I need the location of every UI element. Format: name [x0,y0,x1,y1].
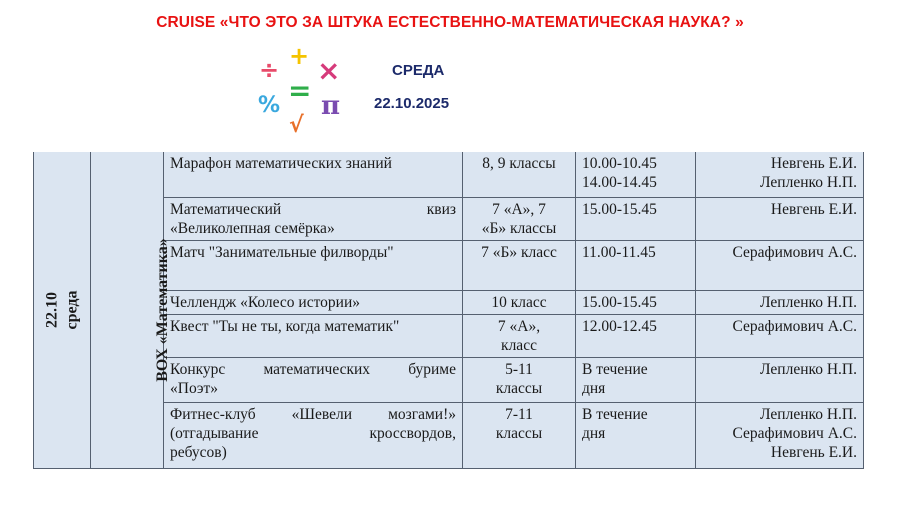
time-cell-line: дня [582,424,606,442]
time-cell [576,197,696,240]
date-cell [34,152,91,468]
classes-cell-line: 7 «А», 7 [492,200,546,218]
equals-symbol: = [288,74,312,107]
teacher-cell [696,240,864,290]
classes-cell-line: классы [495,379,543,397]
classes-cell [463,314,576,357]
event-cell [164,402,463,468]
page-title: CRUISE «ЧТО ЭТО ЗА ШТУКА ЕСТЕСТВЕННО-МАТЕМАТИЧЕСКАЯ НАУКА? » [156,14,744,31]
event-cell [164,197,463,240]
classes-cell [463,402,576,468]
section-label: ВОХ «Математика» [153,238,171,382]
time-cell-line: 10.00-10.45 [582,155,657,172]
classes-cell [463,290,576,314]
teacher-cell-line: Невгень Е.И. [770,155,857,172]
schedule-table [33,152,864,469]
pi-symbol: π [321,91,341,121]
event-cell [164,314,463,357]
teacher-cell-line: Серафимович А.С. [732,424,857,442]
time-cell-line: 15.00-15.45 [582,293,657,311]
classes-cell [463,357,576,402]
classes-cell-line: 7 «Б» класс [481,243,557,261]
time-cell [576,240,696,290]
teacher-cell-line: Лепленко Н.П. [760,293,857,311]
teacher-cell [696,290,864,314]
classes-cell-line: 10 класс [491,293,547,311]
event-cell-line: Фитнес-клуб «Шевели мозгами!» [170,405,456,423]
event-cell-line: (отгадывание кроссвордов, [170,424,456,442]
date-cell-day: среда [62,290,80,330]
event-cell-line: ребусов) [170,443,227,461]
percent-symbol: % [258,93,281,118]
time-cell [576,357,696,402]
teacher-cell [696,402,864,468]
time-cell-line: 14.00-14.45 [582,174,657,191]
classes-cell-line: классы [495,424,543,442]
teacher-cell-line: Невгень Е.И. [770,443,857,461]
event-cell [164,357,463,402]
date-cell-date: 22.10 [42,291,60,328]
teacher-cell [696,357,864,402]
time-cell [576,402,696,468]
classes-cell [463,240,576,290]
teacher-cell [696,152,864,197]
time-cell [576,152,696,197]
divide-symbol: ÷ [259,56,280,84]
table-row [34,152,864,197]
plus-symbol: + [289,46,310,70]
teacher-cell-line: Невгень Е.И. [770,200,857,218]
teacher-cell [696,197,864,240]
day-label: СРЕДА [392,62,445,79]
time-cell-line: В течение [582,360,648,378]
section-cell [91,152,171,468]
classes-cell-line: 5-11 [505,360,533,378]
classes-cell-line: класс [501,336,537,354]
event-cell [164,290,463,314]
sqrt-symbol: √ [289,113,304,134]
time-cell-line: дня [582,379,606,397]
teacher-cell-line: Серафимович А.С. [732,243,857,261]
times-symbol: × [317,54,341,87]
time-cell [576,314,696,357]
teacher-cell-line: Серафимович А.С. [732,317,857,335]
teacher-cell-line: Лепленко Н.П. [760,174,857,191]
time-cell-line: 15.00-15.45 [582,200,657,218]
classes-cell-line: 7-11 [505,405,533,423]
classes-cell-line: «Б» классы [481,219,557,237]
date-label: 22.10.2025 [374,95,450,112]
classes-cell-line: 8, 9 классы [482,155,556,172]
teacher-cell-line: Лепленко Н.П. [760,360,857,378]
event-cell-line: Челлендж «Колесо истории» [170,293,361,311]
event-cell-line: Марафон математических знаний [170,155,392,172]
time-cell-line: 11.00-11.45 [582,243,656,261]
event-cell-line: «Поэт» [170,379,219,397]
time-cell-line: В течение [582,405,648,423]
teacher-cell [696,314,864,357]
classes-cell [463,152,576,197]
event-cell-line: «Великолепная семёрка» [170,219,335,237]
event-cell-line: Конкурс математических буриме [170,360,456,378]
event-cell [164,240,463,290]
event-cell-line: Квест "Ты не ты, когда математик" [170,317,400,335]
event-cell-line: Матч "Занимательные филворды" [170,243,394,261]
classes-cell-line: 7 «А», [497,317,541,335]
teacher-cell-line: Лепленко Н.П. [760,405,857,423]
event-cell [164,152,463,197]
event-cell-line: Математический квиз [170,200,456,218]
math-symbols-icon [255,46,355,134]
time-cell-line: 12.00-12.45 [582,317,657,335]
time-cell [576,290,696,314]
classes-cell [463,197,576,240]
